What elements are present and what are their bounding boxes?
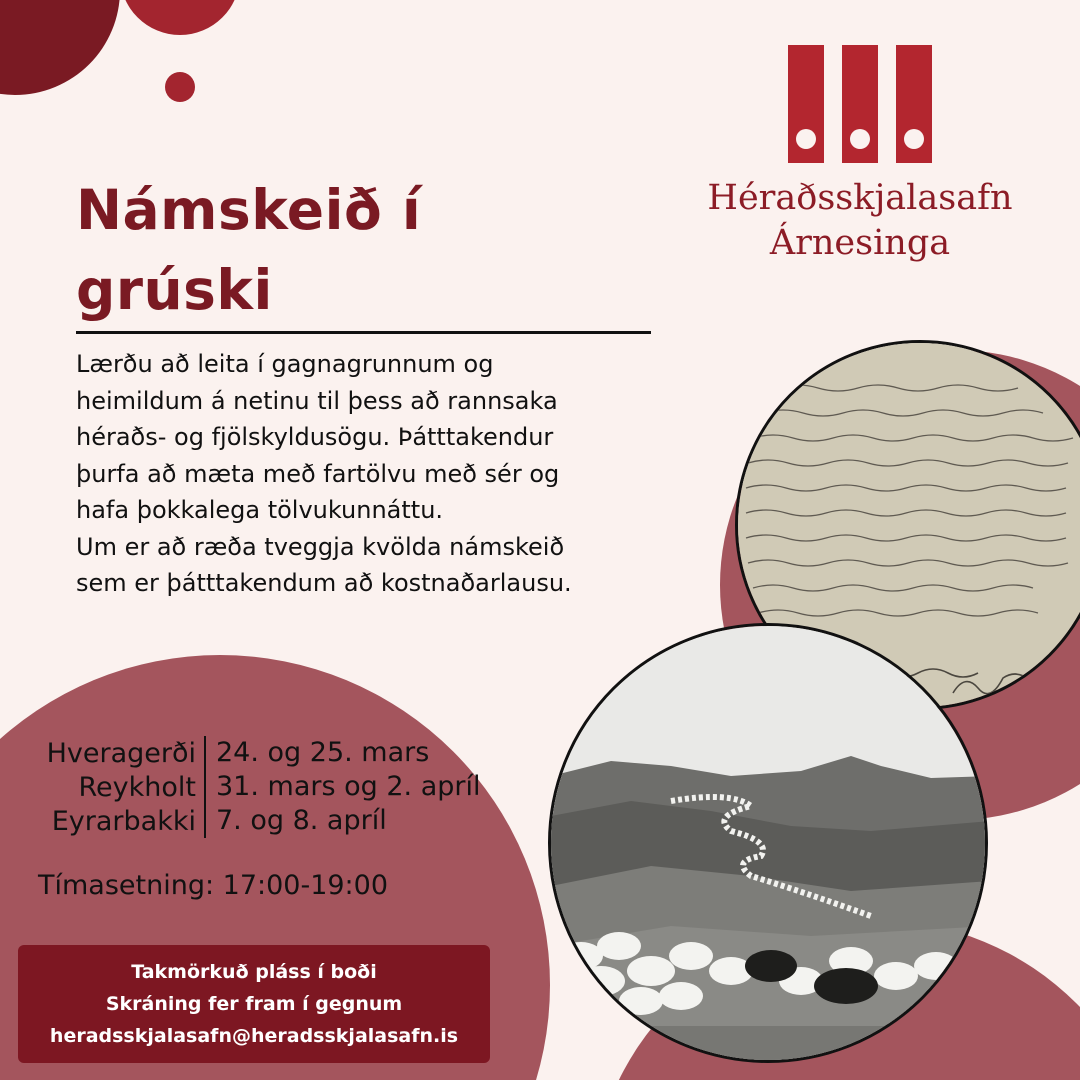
schedule-dates: 24. og 25. mars bbox=[204, 736, 429, 770]
title-line2: grúski bbox=[76, 258, 273, 322]
schedule-row bbox=[24, 736, 481, 770]
intro-text bbox=[76, 346, 676, 602]
schedule-location: Reykholt bbox=[78, 771, 196, 803]
time-info: Tímasetning: 17:00-19:00 bbox=[38, 870, 389, 901]
contact-email[interactable]: heradsskjalasafn@heradsskjalasafn.is bbox=[49, 1025, 459, 1047]
page-title bbox=[76, 170, 636, 330]
note-line2: Skráning fer fram í gegnum bbox=[105, 993, 403, 1015]
intro-line: Lærðu að leita í gagnagrunnum og bbox=[76, 350, 494, 378]
sheep-photo bbox=[548, 623, 988, 1063]
logo-name-line2: Árnesinga bbox=[769, 223, 951, 263]
deco-circle-top-left bbox=[0, 0, 120, 95]
title-line1: Námskeið í bbox=[76, 178, 422, 242]
schedule-row bbox=[24, 770, 481, 804]
intro-line: þurfa að mæta með fartölvu með sér og bbox=[76, 459, 560, 488]
title-divider bbox=[76, 331, 651, 334]
schedule-dates: 7. og 8. apríl bbox=[204, 804, 387, 838]
intro-line: héraðs- og fjölskyldusögu. Þátttakendur bbox=[76, 423, 554, 451]
intro-line: heimildum á netinu til þess að rannsaka bbox=[76, 386, 558, 415]
deco-circle-top bbox=[120, 0, 240, 35]
logo-name-line1: Héraðsskjalasafn bbox=[707, 178, 1013, 218]
deco-dot bbox=[165, 72, 195, 102]
registration-box bbox=[18, 945, 490, 1063]
intro-line: hafa þokkalega tölvukunnáttu. bbox=[76, 496, 444, 524]
schedule bbox=[24, 736, 481, 838]
archive-logo-icon bbox=[788, 45, 933, 163]
intro-line: sem er þátttakendum að kostnaðarlausu. bbox=[76, 569, 572, 597]
note-line1: Takmörkuð pláss í boði bbox=[131, 961, 377, 983]
schedule-location: Eyrarbakki bbox=[51, 805, 196, 837]
intro-line: Um er að ræða tveggja kvölda námskeið bbox=[76, 532, 565, 561]
schedule-dates: 31. mars og 2. apríl bbox=[204, 770, 481, 804]
logo-wordmark bbox=[680, 176, 1040, 266]
schedule-location: Hveragerði bbox=[46, 737, 196, 769]
schedule-row bbox=[24, 804, 481, 838]
